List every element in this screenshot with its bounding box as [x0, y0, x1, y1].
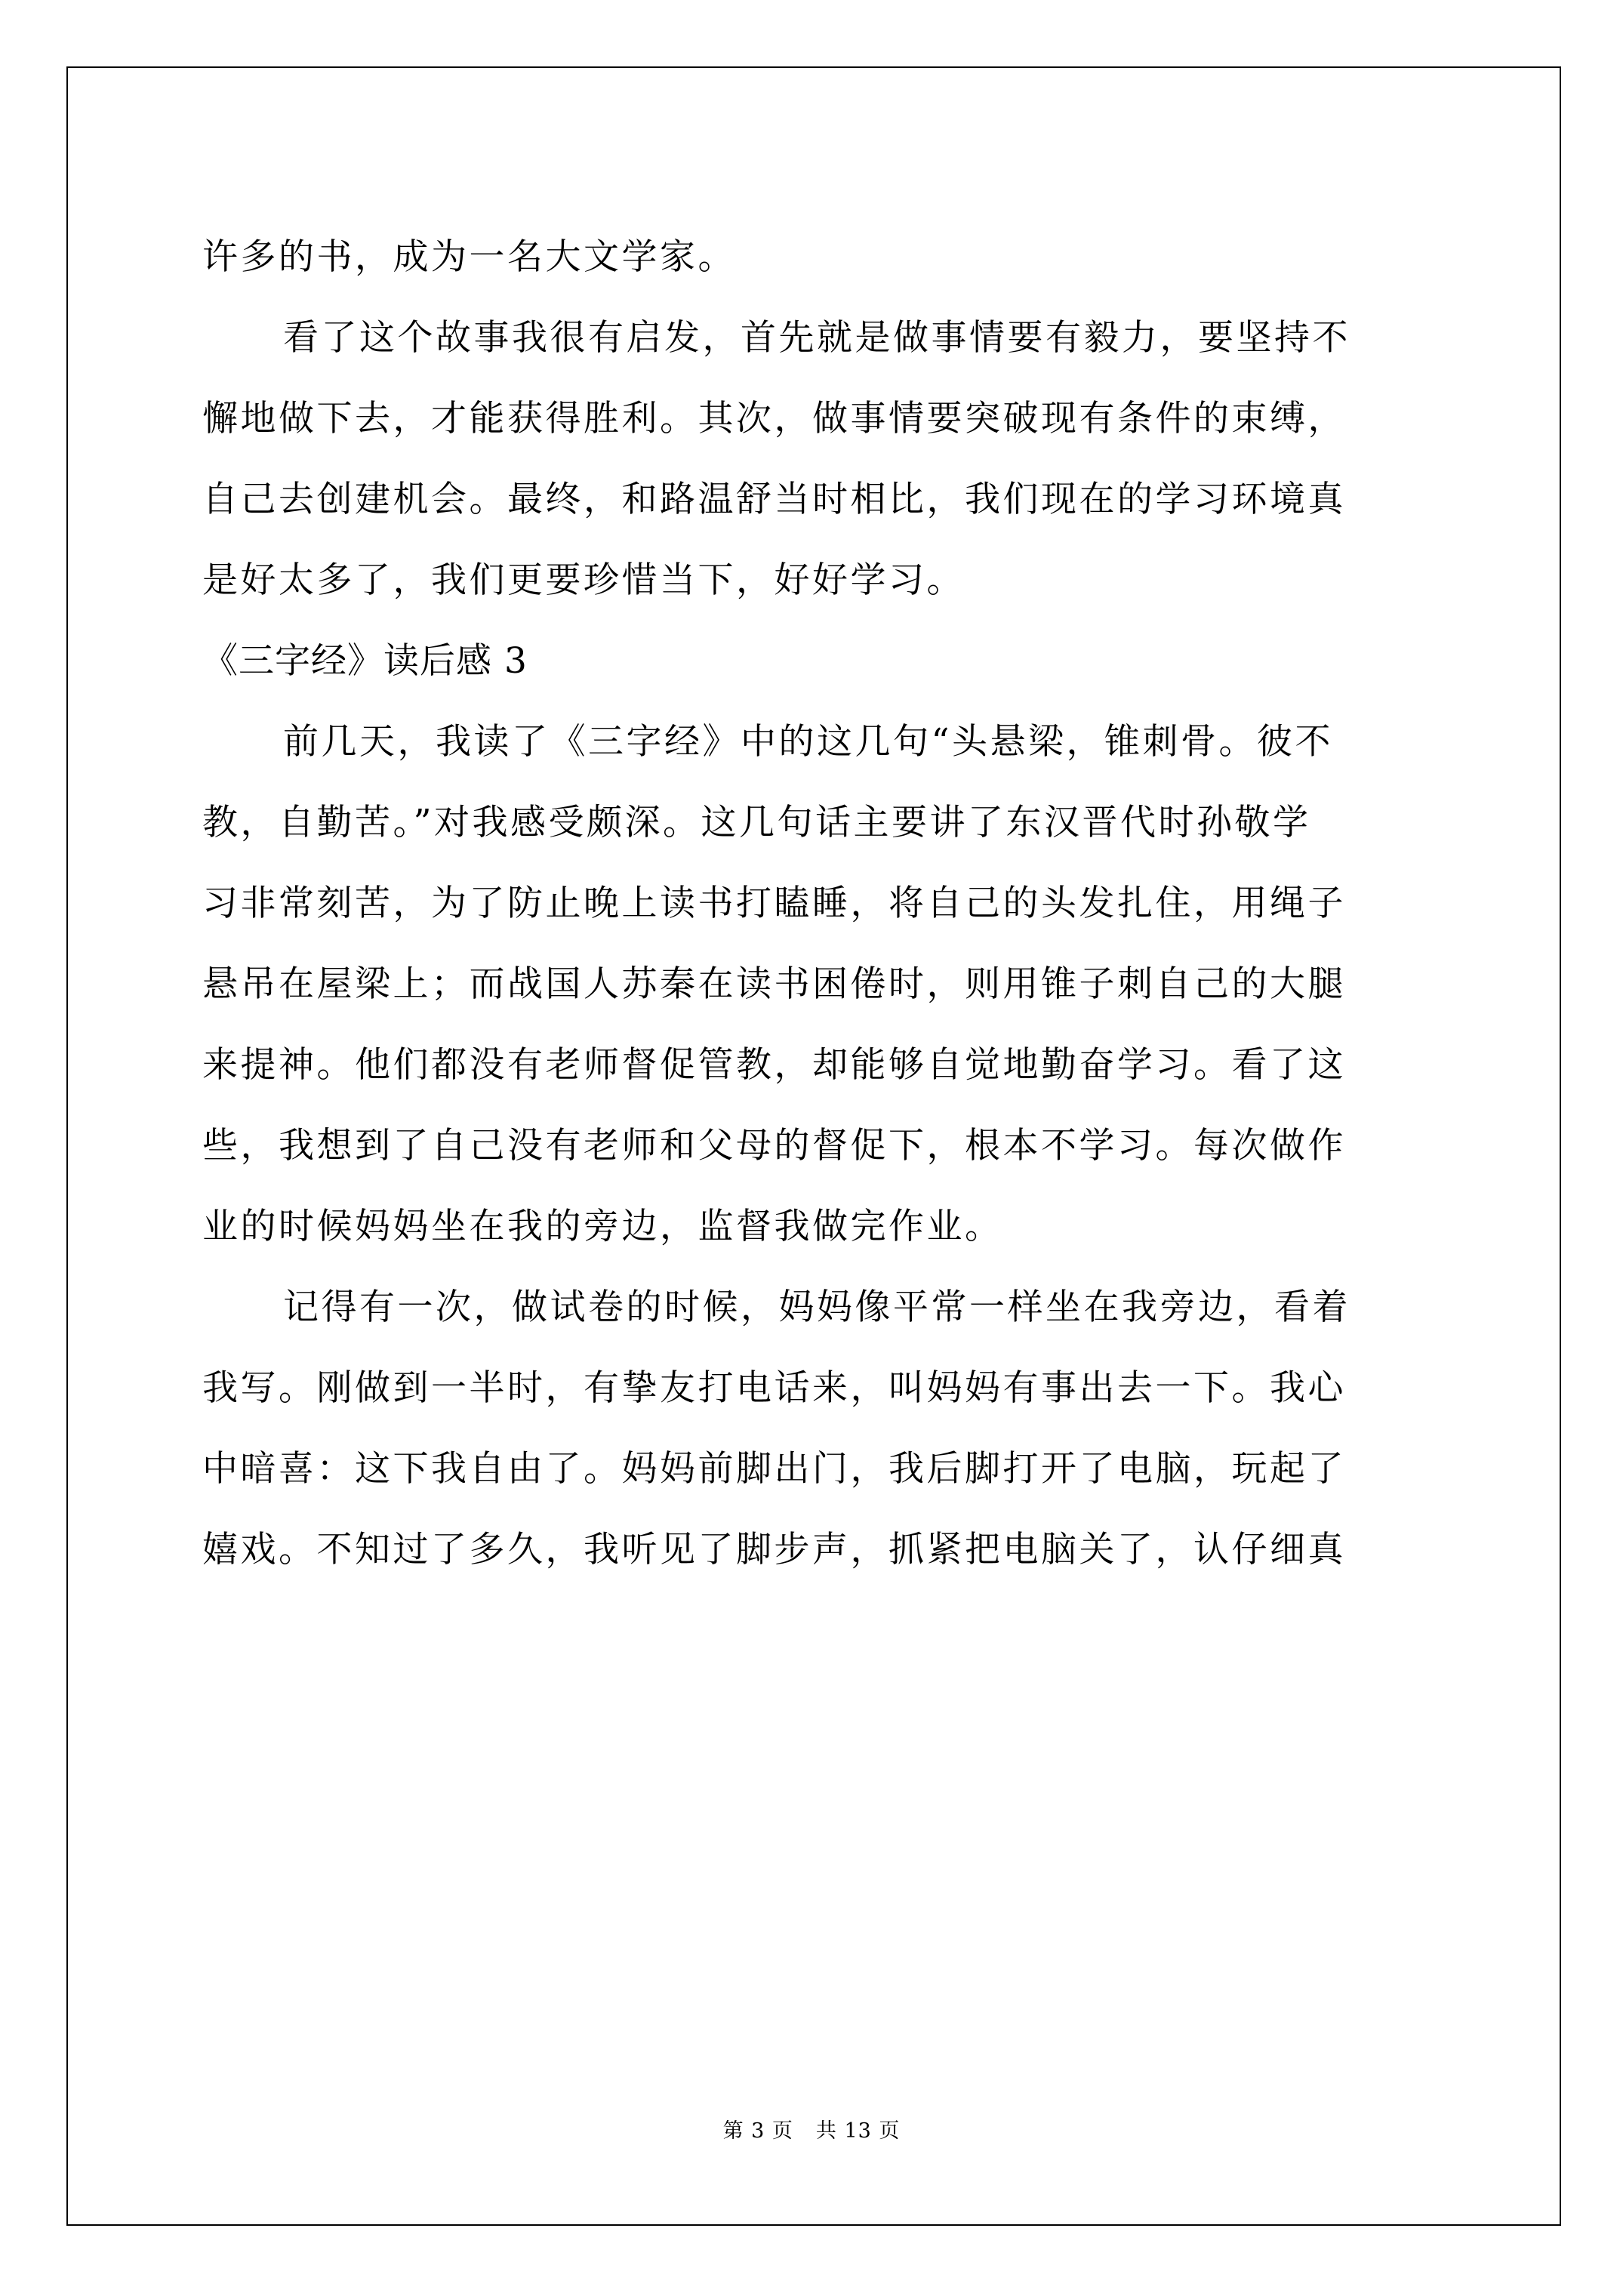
text-line: 业的时候妈妈坐在我的旁边，监督我做完作业。	[202, 1206, 1003, 1247]
text-line: 中暗喜：这下我自由了。妈妈前脚出门，我后脚打开了电脑，玩起了	[202, 1448, 1346, 1490]
text-line: 教，自勤苦。”对我感受颇深。这几句话主要讲了东汉晋代时孙敬学	[202, 802, 1311, 843]
text-line: 看了这个故事我很有启发，首先就是做事情要有毅力，要坚持不	[283, 317, 1350, 359]
text-line: 嬉戏。不知过了多久，我听见了脚步声，抓紧把电脑关了，认仔细真	[202, 1529, 1346, 1570]
document-body	[202, 217, 1425, 1590]
text-line: 我写。刚做到一半时，有挚友打电话来，叫妈妈有事出去一下。我心	[202, 1367, 1346, 1409]
text-line: 许多的书，成为一名大文学家。	[202, 236, 736, 278]
section-heading: 《三字经》读后感 3	[202, 640, 528, 682]
text-line: 前几天，我读了《三字经》中的这几句“头悬梁，锥刺骨。彼不	[283, 721, 1334, 763]
page-number: 第 3 页	[722, 2119, 793, 2143]
text-line: 懈地做下去，才能获得胜利。其次，做事情要突破现有条件的束缚，	[202, 398, 1346, 439]
text-line: 习非常刻苦，为了防止晚上读书打瞌睡，将自己的头发扎住，用绳子	[202, 883, 1346, 924]
text-line: 自己去创建机会。最终，和路温舒当时相比，我们现在的学习环境真	[202, 479, 1346, 520]
text-line: 些，我想到了自己没有老师和父母的督促下，根本不学习。每次做作	[202, 1125, 1346, 1166]
text-line: 是好太多了，我们更要珍惜当下，好好学习。	[202, 559, 965, 601]
page-footer	[0, 2114, 1623, 2143]
text-line: 记得有一次，做试卷的时候，妈妈像平常一样坐在我旁边，看着	[283, 1287, 1350, 1328]
text-line: 来提神。他们都没有老师督促管教，却能够自觉地勤奋学习。看了这	[202, 1044, 1346, 1086]
page-total: 共 13 页	[815, 2119, 901, 2143]
text-line: 悬吊在屋梁上；而战国人苏秦在读书困倦时，则用锥子刺自己的大腿	[202, 963, 1346, 1005]
